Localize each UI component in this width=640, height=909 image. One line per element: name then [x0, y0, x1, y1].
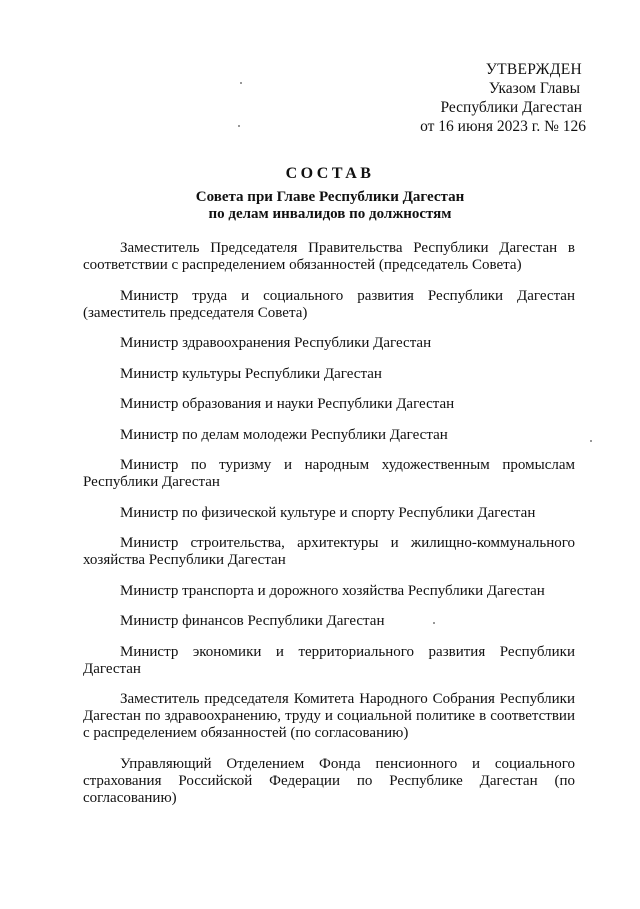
member-item: Министр культуры Республики Дагестан	[120, 365, 382, 382]
title-block	[0, 164, 640, 223]
document-subtitle	[20, 189, 640, 223]
member-item: Министр транспорта и дорожного хозяйства Республики Дагестан	[120, 582, 545, 599]
member-item: Министр финансов Республики Дагестан	[120, 613, 385, 629]
member-item: Министр по физической культуре и спорту Республики Дагестан	[120, 504, 536, 521]
member-item: Министр здравоохранения Республики Дагестан	[120, 335, 432, 351]
member-item: Министр строительства, архитектуры и жилищно-коммунального хозяйства Республики Дагестан	[83, 535, 575, 568]
subtitle-line-2: по делам инвалидов по должностям	[208, 206, 452, 222]
subtitle-line-1: Совета при Главе Республики Дагестан	[195, 189, 465, 205]
member-item: Заместитель председателя Комитета Народного Собрания Республики Дагестан по здравоохранению, труду и социальной политике в соответствии с распределением обязанностей (по согласованию)	[83, 691, 575, 741]
members-list	[83, 240, 575, 820]
document-title: СОСТАВ	[285, 165, 375, 182]
approval-stamp	[420, 60, 586, 136]
scan-speck	[240, 82, 242, 84]
approval-heading: УТВЕРЖДЕН	[485, 61, 582, 78]
member-item: Министр экономики и территориального развития Республики Дагестан	[83, 643, 575, 677]
scan-speck	[590, 440, 592, 442]
member-item: Министр образования и науки Республики Дагестан	[120, 396, 455, 412]
approval-decree-line: Указом Главы	[488, 80, 580, 97]
approval-date-line: от 16 июня 2023 г. № 126	[420, 118, 586, 135]
member-item: Министр по делам молодежи Республики Дагестан	[120, 426, 448, 443]
member-item: Министр по туризму и народным художественным промыслам Республики Дагестан	[83, 457, 575, 490]
approval-republic-line: Республики Дагестан	[440, 99, 582, 116]
scan-speck	[238, 125, 240, 127]
member-item: Министр труда и социального развития Республики Дагестан (заместитель председателя Совета)	[83, 287, 575, 321]
member-item: Заместитель Председателя Правительства Республики Дагестан в соответствии с распределением обязанностей (председатель Совета)	[83, 240, 575, 273]
member-item: Управляющий Отделением Фонда пенсионного и социального страхования Российской Федерации по Республике Дагестан (по согласованию)	[83, 755, 575, 806]
scan-speck	[433, 622, 435, 624]
